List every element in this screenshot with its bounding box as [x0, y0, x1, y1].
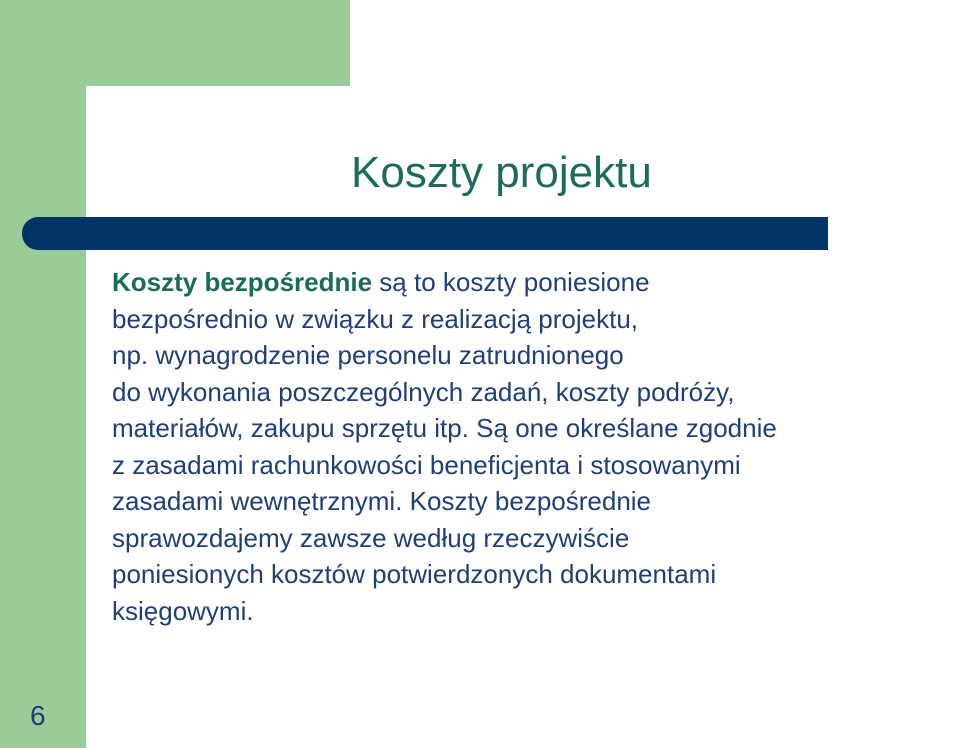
green-frame-left — [0, 0, 86, 748]
body-line-text: są to koszty poniesione — [372, 267, 650, 297]
body-line: z zasadami rachunkowości beneficjenta i stosowanymi — [112, 449, 741, 480]
body-line: sprawozdajemy zawsze według rzeczywiście — [112, 522, 630, 553]
page-number: 6 — [30, 700, 46, 731]
body-line: bezpośrednio w związku z realizacją projektu, — [112, 303, 639, 334]
body-text — [112, 264, 960, 629]
green-frame-top — [0, 0, 350, 86]
body-line: księgowymi. — [112, 595, 254, 626]
body-line: poniesionych kosztów potwierdzonych dokumentami — [112, 559, 717, 589]
slide-title: Koszty projektu — [351, 148, 652, 197]
body-line: materiałów, zakupu sprzętu itp. Są one określane zgodnie — [112, 413, 777, 443]
body-line — [112, 264, 960, 301]
body-lead-term: Koszty bezpośrednie — [112, 267, 373, 297]
title-underline-bar — [22, 217, 828, 250]
body-line: zasadami wewnętrznymi. Koszty bezpośrednie — [112, 486, 652, 516]
body-line: np. wynagrodzenie personelu zatrudnionego — [112, 340, 624, 370]
body-line: do wykonania poszczególnych zadań, koszty podróży, — [112, 376, 735, 407]
